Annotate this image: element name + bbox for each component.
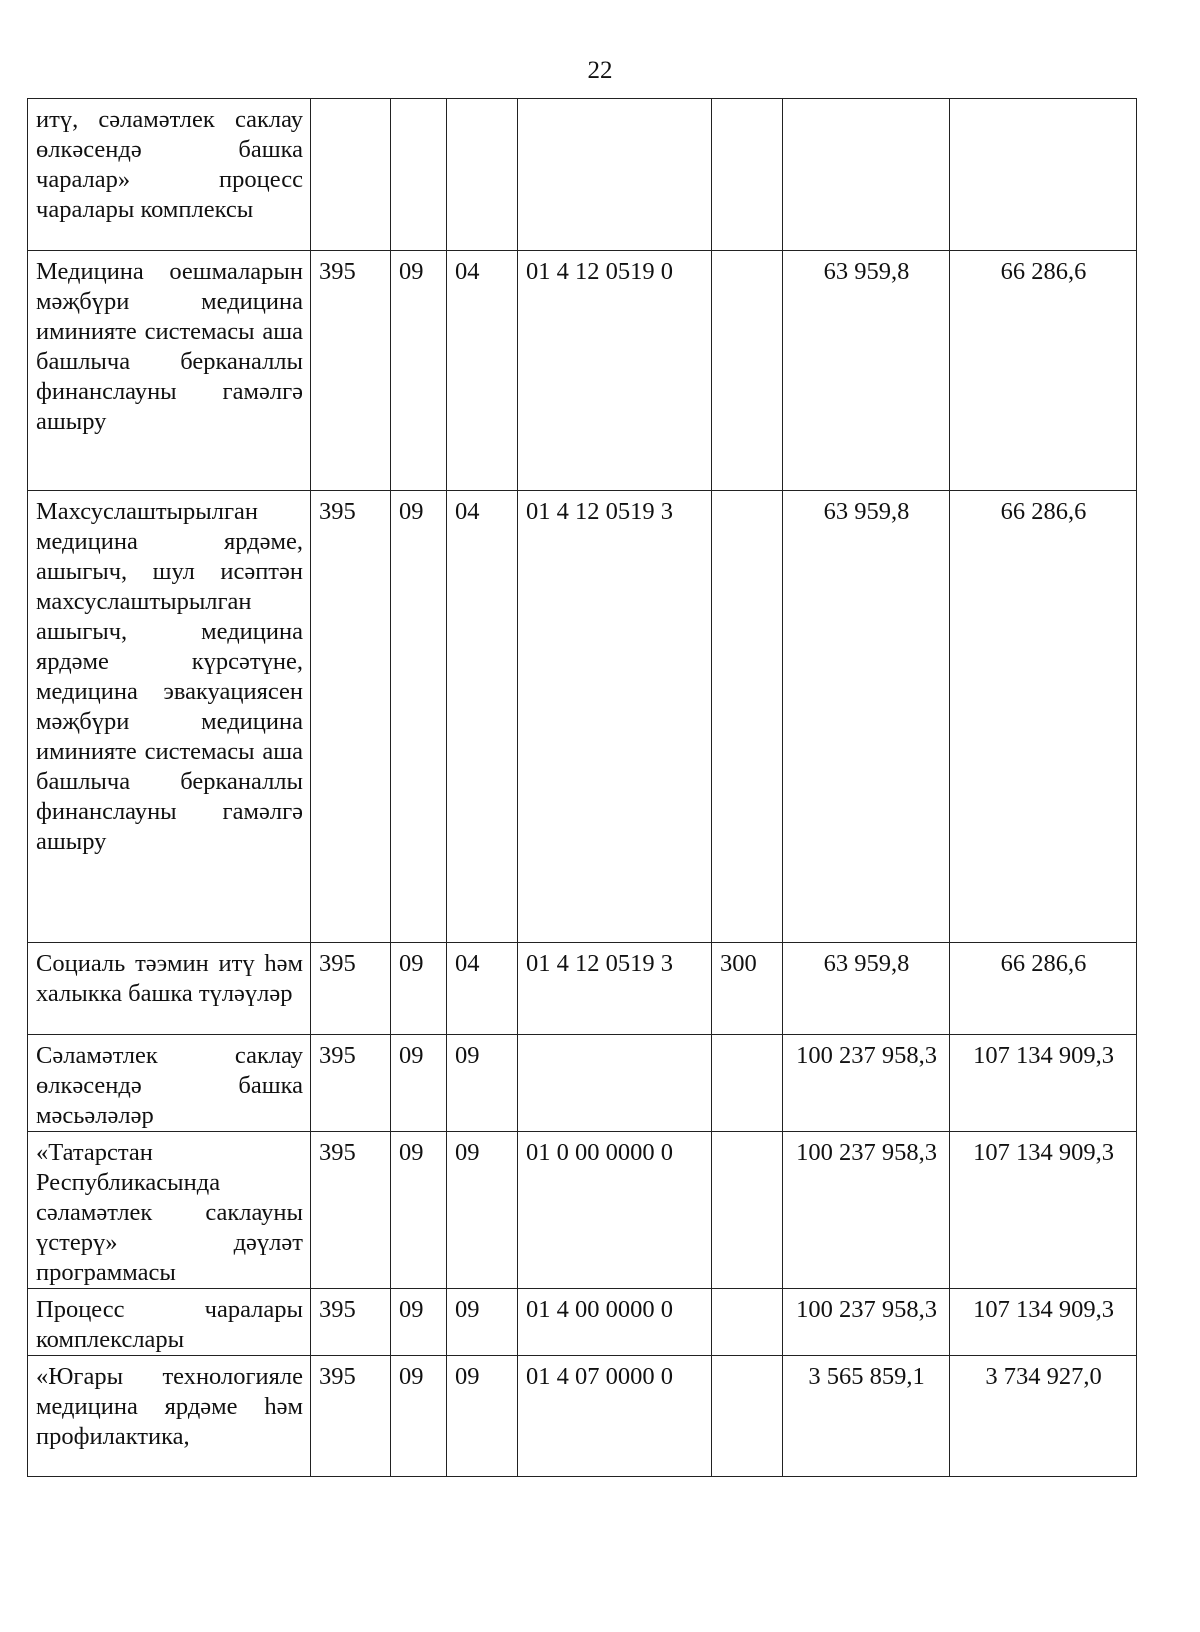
section-code-cell: 09 bbox=[391, 491, 447, 943]
section-code-cell bbox=[391, 99, 447, 251]
expense-type-cell bbox=[712, 1035, 783, 1132]
target-article-cell: 01 4 12 0519 3 bbox=[518, 943, 712, 1035]
ministry-code-cell: 395 bbox=[311, 251, 391, 491]
expense-type-cell bbox=[712, 99, 783, 251]
ministry-code-cell: 395 bbox=[311, 1035, 391, 1132]
target-article-cell: 01 4 12 0519 0 bbox=[518, 251, 712, 491]
section-code-cell: 09 bbox=[391, 1289, 447, 1356]
ministry-code-cell: 395 bbox=[311, 491, 391, 943]
subsection-code-cell: 09 bbox=[447, 1132, 518, 1289]
expense-type-cell bbox=[712, 1289, 783, 1356]
amount-year1-cell: 63 959,8 bbox=[783, 491, 950, 943]
table-row bbox=[28, 99, 1137, 251]
table-row bbox=[28, 1289, 1137, 1356]
amount-year2-cell: 107 134 909,3 bbox=[950, 1035, 1137, 1132]
expense-type-cell bbox=[712, 251, 783, 491]
table-row bbox=[28, 1035, 1137, 1132]
subsection-code-cell: 04 bbox=[447, 251, 518, 491]
subsection-code-cell: 09 bbox=[447, 1356, 518, 1477]
table-row bbox=[28, 1132, 1137, 1289]
amount-year2-cell: 66 286,6 bbox=[950, 251, 1137, 491]
budget-table bbox=[27, 98, 1137, 1477]
ministry-code-cell: 395 bbox=[311, 943, 391, 1035]
budget-table-body bbox=[28, 99, 1137, 1477]
row-name-cell: «Югары технологияле медицина ярдәме һәм профилактика, bbox=[28, 1356, 311, 1477]
subsection-code-cell: 04 bbox=[447, 491, 518, 943]
section-code-cell: 09 bbox=[391, 251, 447, 491]
section-code-cell: 09 bbox=[391, 1132, 447, 1289]
row-name-cell: Медицина оешмаларын мәҗбүри медицина иминияте системасы аша башлыча берканаллы финанслауны гамәлгә ашыру bbox=[28, 251, 311, 491]
subsection-code-cell bbox=[447, 99, 518, 251]
section-code-cell: 09 bbox=[391, 1035, 447, 1132]
target-article-cell: 01 4 00 0000 0 bbox=[518, 1289, 712, 1356]
amount-year1-cell: 100 237 958,3 bbox=[783, 1289, 950, 1356]
target-article-cell bbox=[518, 1035, 712, 1132]
row-name-cell: Махсуслаштырылган медицина ярдәме, ашыгыч, шул исәптән махсуслаштырылган ашыгыч, медицина ярдәме күрсәтүне, медицина эвакуациясен мәҗбүри медицина иминияте системасы аша башлыча берканаллы финанслауны гамәлгә ашыру bbox=[28, 491, 311, 943]
amount-year2-cell bbox=[950, 99, 1137, 251]
row-name-cell: Сәламәтлек саклау өлкәсендә башка мәсьәләләр bbox=[28, 1035, 311, 1132]
expense-type-cell bbox=[712, 1132, 783, 1289]
subsection-code-cell: 09 bbox=[447, 1289, 518, 1356]
table-row bbox=[28, 251, 1137, 491]
amount-year1-cell: 3 565 859,1 bbox=[783, 1356, 950, 1477]
ministry-code-cell: 395 bbox=[311, 1356, 391, 1477]
ministry-code-cell bbox=[311, 99, 391, 251]
target-article-cell: 01 0 00 0000 0 bbox=[518, 1132, 712, 1289]
amount-year1-cell bbox=[783, 99, 950, 251]
amount-year2-cell: 107 134 909,3 bbox=[950, 1289, 1137, 1356]
expense-type-cell bbox=[712, 491, 783, 943]
row-name-cell: Процесс чаралары комплекслары bbox=[28, 1289, 311, 1356]
amount-year1-cell: 100 237 958,3 bbox=[783, 1132, 950, 1289]
subsection-code-cell: 09 bbox=[447, 1035, 518, 1132]
target-article-cell bbox=[518, 99, 712, 251]
row-name-cell: «Татарстан Республикасында сәламәтлек саклауны үстерү» дәүләт программасы bbox=[28, 1132, 311, 1289]
amount-year2-cell: 66 286,6 bbox=[950, 943, 1137, 1035]
amount-year1-cell: 63 959,8 bbox=[783, 943, 950, 1035]
table-row bbox=[28, 943, 1137, 1035]
expense-type-cell bbox=[712, 1356, 783, 1477]
expense-type-cell: 300 bbox=[712, 943, 783, 1035]
page-number: 22 bbox=[587, 57, 613, 84]
section-code-cell: 09 bbox=[391, 1356, 447, 1477]
section-code-cell: 09 bbox=[391, 943, 447, 1035]
table-row bbox=[28, 1356, 1137, 1477]
amount-year2-cell: 107 134 909,3 bbox=[950, 1132, 1137, 1289]
amount-year2-cell: 66 286,6 bbox=[950, 491, 1137, 943]
ministry-code-cell: 395 bbox=[311, 1289, 391, 1356]
table-row bbox=[28, 491, 1137, 943]
target-article-cell: 01 4 12 0519 3 bbox=[518, 491, 712, 943]
row-name-cell: итү, сәламәтлек саклау өлкәсендә башка чаралар» процесс чаралары комплексы bbox=[28, 99, 311, 251]
ministry-code-cell: 395 bbox=[311, 1132, 391, 1289]
subsection-code-cell: 04 bbox=[447, 943, 518, 1035]
row-name-cell: Социаль тәэмин итү һәм халыкка башка түләүләр bbox=[28, 943, 311, 1035]
amount-year1-cell: 100 237 958,3 bbox=[783, 1035, 950, 1132]
amount-year2-cell: 3 734 927,0 bbox=[950, 1356, 1137, 1477]
amount-year1-cell: 63 959,8 bbox=[783, 251, 950, 491]
target-article-cell: 01 4 07 0000 0 bbox=[518, 1356, 712, 1477]
